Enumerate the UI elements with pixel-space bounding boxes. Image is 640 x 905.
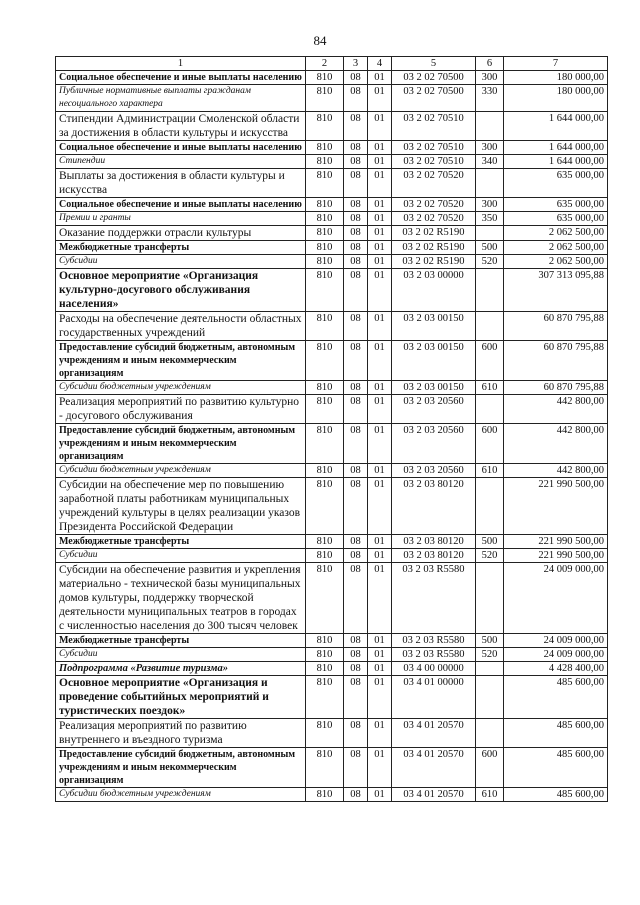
cell-amount: 485 600,00 [504,676,608,719]
table-row [56,549,608,563]
table-row [56,634,608,648]
row-name: Публичные нормативные выплаты гражданам несоциального характера [56,85,306,112]
row-name: Социальное обеспечение и иные выплаты населению [56,141,306,155]
column-header: 5 [392,57,476,71]
cell-expense-type: 610 [476,464,504,478]
cell-subsection: 01 [368,269,392,312]
cell-target-code: 03 2 03 00150 [392,341,476,381]
cell-expense-type: 340 [476,155,504,169]
cell-admin-code: 810 [306,648,344,662]
cell-expense-type: 350 [476,212,504,226]
row-name: Предоставление субсидий бюджетным, автономным учреждениям и иным некоммерческим организациям [56,341,306,381]
row-name: Выплаты за достижения в области культуры и искусства [56,169,306,198]
cell-amount: 635 000,00 [504,169,608,198]
cell-target-code: 03 4 01 20570 [392,719,476,748]
cell-subsection: 01 [368,549,392,563]
cell-admin-code: 810 [306,85,344,112]
table-row [56,312,608,341]
cell-section: 08 [344,255,368,269]
cell-section: 08 [344,212,368,226]
cell-subsection: 01 [368,719,392,748]
cell-admin-code: 810 [306,155,344,169]
cell-amount: 221 990 500,00 [504,549,608,563]
cell-subsection: 01 [368,141,392,155]
cell-section: 08 [344,478,368,535]
column-header: 1 [56,57,306,71]
cell-expense-type [476,226,504,241]
cell-subsection: 01 [368,212,392,226]
table-row [56,255,608,269]
table-row [56,141,608,155]
cell-subsection: 01 [368,648,392,662]
cell-expense-type [476,112,504,141]
table-row [56,563,608,634]
cell-subsection: 01 [368,563,392,634]
cell-subsection: 01 [368,255,392,269]
cell-expense-type: 600 [476,748,504,788]
column-header: 6 [476,57,504,71]
page-number: 84 [313,33,327,48]
row-name: Стипендии Администрации Смоленской области за достижения в области культуры и искусства [56,112,306,141]
cell-amount: 1 644 000,00 [504,155,608,169]
cell-amount: 60 870 795,88 [504,381,608,395]
row-name: Расходы на обеспечение деятельности областных государственных учреждений [56,312,306,341]
cell-section: 08 [344,198,368,212]
table-row [56,269,608,312]
cell-expense-type [476,662,504,676]
column-header: 4 [368,57,392,71]
cell-target-code: 03 2 02 70500 [392,71,476,85]
cell-admin-code: 810 [306,662,344,676]
row-name: Субсидии бюджетным учреждениям [56,788,306,802]
cell-subsection: 01 [368,312,392,341]
table-row [56,85,608,112]
cell-subsection: 01 [368,464,392,478]
cell-section: 08 [344,719,368,748]
cell-section: 08 [344,634,368,648]
cell-section: 08 [344,381,368,395]
table-row [56,424,608,464]
cell-admin-code: 810 [306,141,344,155]
cell-admin-code: 810 [306,748,344,788]
cell-expense-type: 600 [476,341,504,381]
table-row [56,719,608,748]
cell-amount: 485 600,00 [504,788,608,802]
row-name: Субсидии на обеспечение развития и укрепления материально - технической базы муниципальных домов культуры, поддержку творческой деятельности муниципальных театров в городах с численностью населения до 300 тысяч человек [56,563,306,634]
cell-admin-code: 810 [306,424,344,464]
cell-subsection: 01 [368,424,392,464]
cell-amount: 60 870 795,88 [504,312,608,341]
cell-expense-type: 520 [476,255,504,269]
cell-target-code: 03 2 03 00150 [392,312,476,341]
row-name: Реализация мероприятий по развитию внутреннего и въездного туризма [56,719,306,748]
cell-target-code: 03 2 03 20560 [392,424,476,464]
row-name: Межбюджетные трансферты [56,241,306,255]
cell-target-code: 03 2 02 70510 [392,155,476,169]
table-row [56,395,608,424]
cell-expense-type: 300 [476,71,504,85]
cell-admin-code: 810 [306,549,344,563]
table-row [56,155,608,169]
row-name: Межбюджетные трансферты [56,634,306,648]
cell-subsection: 01 [368,634,392,648]
table-row [56,662,608,676]
cell-amount: 2 062 500,00 [504,226,608,241]
row-name: Основное мероприятие «Организация и проведение событийных мероприятий и туристических поездок» [56,676,306,719]
row-name: Подпрограмма «Развитие туризма» [56,662,306,676]
table-header-row [56,57,608,71]
cell-target-code: 03 4 01 00000 [392,676,476,719]
cell-expense-type: 520 [476,549,504,563]
table-row [56,341,608,381]
cell-amount: 442 800,00 [504,424,608,464]
cell-admin-code: 810 [306,255,344,269]
cell-section: 08 [344,71,368,85]
cell-admin-code: 810 [306,198,344,212]
cell-admin-code: 810 [306,226,344,241]
cell-amount: 485 600,00 [504,748,608,788]
cell-expense-type: 500 [476,241,504,255]
table-row [56,198,608,212]
row-name: Предоставление субсидий бюджетным, автономным учреждениям и иным некоммерческим организациям [56,748,306,788]
table-row [56,381,608,395]
cell-target-code: 03 2 03 00150 [392,381,476,395]
cell-admin-code: 810 [306,535,344,549]
cell-subsection: 01 [368,241,392,255]
cell-section: 08 [344,241,368,255]
cell-target-code: 03 2 02 70510 [392,112,476,141]
cell-amount: 60 870 795,88 [504,341,608,381]
cell-amount: 221 990 500,00 [504,535,608,549]
cell-expense-type: 330 [476,85,504,112]
cell-admin-code: 810 [306,464,344,478]
row-name: Субсидии [56,648,306,662]
cell-expense-type [476,563,504,634]
cell-amount: 442 800,00 [504,395,608,424]
cell-subsection: 01 [368,395,392,424]
cell-section: 08 [344,464,368,478]
row-name: Субсидии бюджетным учреждениям [56,464,306,478]
row-name: Предоставление субсидий бюджетным, автономным учреждениям и иным некоммерческим организациям [56,424,306,464]
cell-amount: 24 009 000,00 [504,563,608,634]
table-row [56,648,608,662]
cell-expense-type [476,478,504,535]
cell-section: 08 [344,748,368,788]
row-name: Субсидии [56,549,306,563]
cell-section: 08 [344,85,368,112]
cell-admin-code: 810 [306,719,344,748]
cell-subsection: 01 [368,748,392,788]
cell-section: 08 [344,341,368,381]
cell-admin-code: 810 [306,71,344,85]
cell-target-code: 03 4 01 20570 [392,748,476,788]
row-name: Основное мероприятие «Организация культурно-досугового обслуживания населения» [56,269,306,312]
cell-subsection: 01 [368,535,392,549]
cell-expense-type: 300 [476,141,504,155]
cell-subsection: 01 [368,341,392,381]
cell-amount: 635 000,00 [504,198,608,212]
cell-section: 08 [344,141,368,155]
cell-target-code: 03 4 00 00000 [392,662,476,676]
cell-subsection: 01 [368,226,392,241]
row-name: Премии и гранты [56,212,306,226]
cell-amount: 442 800,00 [504,464,608,478]
cell-section: 08 [344,226,368,241]
cell-amount: 4 428 400,00 [504,662,608,676]
cell-expense-type: 600 [476,424,504,464]
cell-subsection: 01 [368,662,392,676]
cell-subsection: 01 [368,85,392,112]
cell-subsection: 01 [368,478,392,535]
cell-subsection: 01 [368,155,392,169]
budget-table [55,56,608,802]
table-row [56,169,608,198]
cell-section: 08 [344,535,368,549]
row-name: Социальное обеспечение и иные выплаты населению [56,198,306,212]
cell-section: 08 [344,312,368,341]
table-row [56,748,608,788]
cell-target-code: 03 2 03 20560 [392,464,476,478]
table-row [56,226,608,241]
table-row [56,112,608,141]
cell-expense-type [476,395,504,424]
cell-expense-type [476,676,504,719]
cell-expense-type [476,269,504,312]
cell-amount: 2 062 500,00 [504,255,608,269]
cell-section: 08 [344,155,368,169]
cell-admin-code: 810 [306,241,344,255]
cell-admin-code: 810 [306,269,344,312]
cell-target-code: 03 2 02 70520 [392,212,476,226]
cell-expense-type: 300 [476,198,504,212]
cell-admin-code: 810 [306,381,344,395]
cell-target-code: 03 2 03 80120 [392,535,476,549]
cell-section: 08 [344,395,368,424]
cell-section: 08 [344,112,368,141]
cell-amount: 24 009 000,00 [504,634,608,648]
cell-target-code: 03 2 03 00000 [392,269,476,312]
cell-admin-code: 810 [306,788,344,802]
cell-amount: 24 009 000,00 [504,648,608,662]
cell-section: 08 [344,269,368,312]
row-name: Субсидии бюджетным учреждениям [56,381,306,395]
cell-admin-code: 810 [306,112,344,141]
table-row [56,788,608,802]
table-row [56,464,608,478]
cell-section: 08 [344,563,368,634]
cell-expense-type: 610 [476,381,504,395]
cell-expense-type [476,719,504,748]
cell-admin-code: 810 [306,563,344,634]
cell-section: 08 [344,424,368,464]
cell-target-code: 03 2 03 80120 [392,549,476,563]
column-header: 3 [344,57,368,71]
row-name: Социальное обеспечение и иные выплаты населению [56,71,306,85]
column-header: 7 [504,57,608,71]
cell-admin-code: 810 [306,478,344,535]
cell-target-code: 03 2 02 70500 [392,85,476,112]
cell-amount: 1 644 000,00 [504,141,608,155]
cell-target-code: 03 2 02 70520 [392,198,476,212]
row-name: Оказание поддержки отрасли культуры [56,226,306,241]
cell-target-code: 03 2 03 R5580 [392,634,476,648]
cell-subsection: 01 [368,788,392,802]
cell-amount: 180 000,00 [504,71,608,85]
cell-target-code: 03 2 02 70520 [392,169,476,198]
row-name: Стипендии [56,155,306,169]
cell-target-code: 03 2 03 80120 [392,478,476,535]
cell-subsection: 01 [368,676,392,719]
cell-expense-type [476,312,504,341]
row-name: Субсидии на обеспечение мер по повышению заработной платы работникам муниципальных учреждений культуры в целях реализации указов Президента Российской Федерации [56,478,306,535]
cell-expense-type [476,169,504,198]
table-row [56,676,608,719]
cell-subsection: 01 [368,112,392,141]
column-header: 2 [306,57,344,71]
table-row [56,212,608,226]
cell-amount: 485 600,00 [504,719,608,748]
cell-admin-code: 810 [306,212,344,226]
cell-section: 08 [344,648,368,662]
cell-admin-code: 810 [306,312,344,341]
cell-section: 08 [344,169,368,198]
cell-amount: 221 990 500,00 [504,478,608,535]
table-row [56,71,608,85]
cell-target-code: 03 2 02 R5190 [392,226,476,241]
row-name: Субсидии [56,255,306,269]
cell-expense-type: 500 [476,535,504,549]
cell-section: 08 [344,662,368,676]
cell-target-code: 03 2 03 R5580 [392,648,476,662]
cell-admin-code: 810 [306,634,344,648]
row-name: Межбюджетные трансферты [56,535,306,549]
cell-expense-type: 500 [476,634,504,648]
cell-admin-code: 810 [306,169,344,198]
cell-amount: 307 313 095,88 [504,269,608,312]
table-row [56,478,608,535]
cell-target-code: 03 4 01 20570 [392,788,476,802]
cell-admin-code: 810 [306,676,344,719]
cell-subsection: 01 [368,381,392,395]
cell-subsection: 01 [368,169,392,198]
cell-admin-code: 810 [306,341,344,381]
table-row [56,535,608,549]
cell-admin-code: 810 [306,395,344,424]
cell-amount: 635 000,00 [504,212,608,226]
table-row [56,241,608,255]
cell-section: 08 [344,676,368,719]
cell-expense-type: 520 [476,648,504,662]
cell-amount: 2 062 500,00 [504,241,608,255]
cell-target-code: 03 2 02 R5190 [392,241,476,255]
cell-target-code: 03 2 03 R5580 [392,563,476,634]
cell-amount: 1 644 000,00 [504,112,608,141]
cell-amount: 180 000,00 [504,85,608,112]
cell-subsection: 01 [368,71,392,85]
cell-target-code: 03 2 03 20560 [392,395,476,424]
cell-expense-type: 610 [476,788,504,802]
cell-section: 08 [344,788,368,802]
cell-target-code: 03 2 02 70510 [392,141,476,155]
cell-target-code: 03 2 02 R5190 [392,255,476,269]
cell-subsection: 01 [368,198,392,212]
cell-section: 08 [344,549,368,563]
row-name: Реализация мероприятий по развитию культурно - досугового обслуживания [56,395,306,424]
